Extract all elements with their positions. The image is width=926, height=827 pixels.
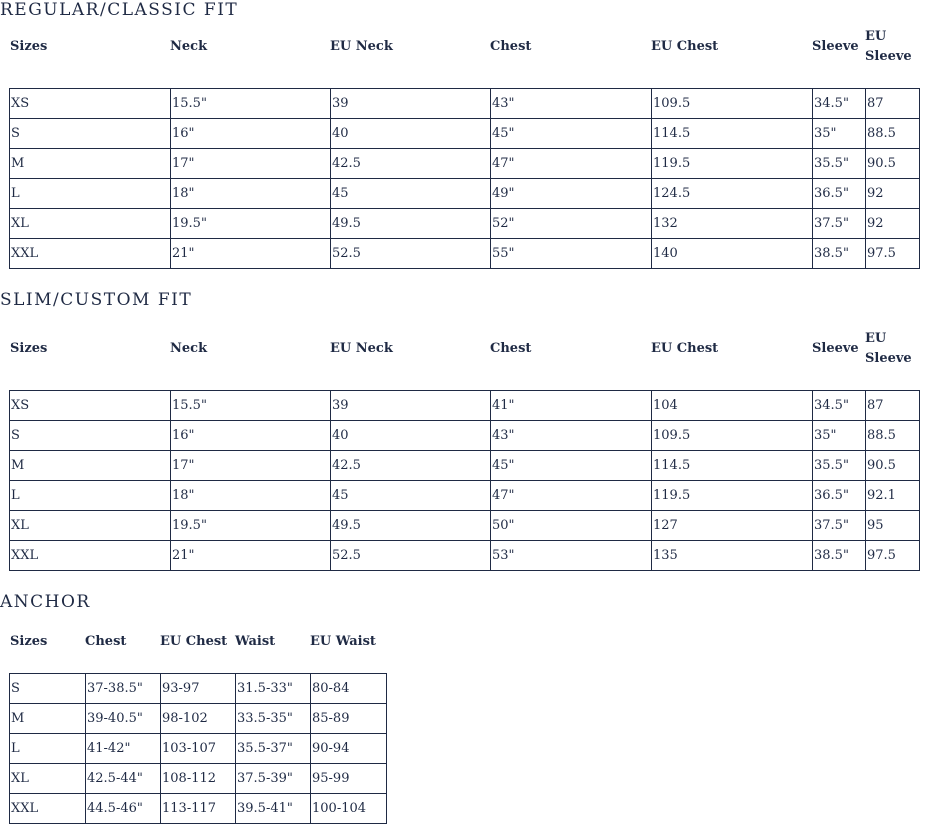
cell-neck: 15.5" xyxy=(171,391,331,421)
cell-size: XS xyxy=(10,89,171,119)
cell-size: XXL xyxy=(10,541,171,571)
header-sizes: Sizes xyxy=(10,634,48,649)
table-row xyxy=(10,511,920,541)
cell-eu-sleeve: 87 xyxy=(866,391,920,421)
cell-chest: 49" xyxy=(491,179,652,209)
cell-eu-chest: 109.5 xyxy=(652,89,813,119)
cell-size: XS xyxy=(10,391,171,421)
cell-size: S xyxy=(10,421,171,451)
cell-eu-neck: 52.5 xyxy=(331,239,491,269)
cell-eu-neck: 40 xyxy=(331,119,491,149)
anchor-table xyxy=(9,673,387,824)
table-row xyxy=(10,794,387,824)
cell-eu-sleeve: 90.5 xyxy=(866,149,920,179)
cell-eu-waist: 85-89 xyxy=(311,704,387,734)
header-chest: Chest xyxy=(490,341,532,356)
cell-chest: 43" xyxy=(491,89,652,119)
table-row xyxy=(10,179,920,209)
table-row xyxy=(10,391,920,421)
cell-eu-chest: 140 xyxy=(652,239,813,269)
cell-eu-chest: 124.5 xyxy=(652,179,813,209)
cell-eu-waist: 95-99 xyxy=(311,764,387,794)
cell-eu-chest: 119.5 xyxy=(652,481,813,511)
cell-eu-chest: 108-112 xyxy=(161,764,236,794)
cell-neck: 19.5" xyxy=(171,511,331,541)
cell-sleeve: 35.5" xyxy=(813,149,866,179)
cell-waist: 33.5-35" xyxy=(236,704,311,734)
header-sleeve: Sleeve xyxy=(812,39,859,54)
cell-neck: 18" xyxy=(171,179,331,209)
cell-sleeve: 37.5" xyxy=(813,209,866,239)
cell-size: M xyxy=(10,149,171,179)
header-sizes: Sizes xyxy=(10,39,48,54)
cell-chest: 41-42" xyxy=(86,734,161,764)
cell-size: XXL xyxy=(10,239,171,269)
cell-eu-sleeve: 97.5 xyxy=(866,541,920,571)
cell-neck: 16" xyxy=(171,119,331,149)
cell-waist: 37.5-39" xyxy=(236,764,311,794)
table-row xyxy=(10,481,920,511)
table-row xyxy=(10,451,920,481)
cell-eu-sleeve: 92 xyxy=(866,179,920,209)
header-eu-neck: EU Neck xyxy=(330,39,393,54)
cell-eu-chest: 132 xyxy=(652,209,813,239)
cell-eu-sleeve: 95 xyxy=(866,511,920,541)
cell-eu-neck: 42.5 xyxy=(331,451,491,481)
header-chest: Chest xyxy=(490,39,532,54)
cell-eu-waist: 100-104 xyxy=(311,794,387,824)
cell-neck: 18" xyxy=(171,481,331,511)
cell-eu-sleeve: 88.5 xyxy=(866,421,920,451)
table-row xyxy=(10,89,920,119)
cell-eu-chest: 119.5 xyxy=(652,149,813,179)
cell-eu-neck: 45 xyxy=(331,179,491,209)
cell-sleeve: 35" xyxy=(813,119,866,149)
table-row xyxy=(10,541,920,571)
cell-chest: 55" xyxy=(491,239,652,269)
cell-eu-chest: 114.5 xyxy=(652,119,813,149)
cell-neck: 17" xyxy=(171,451,331,481)
cell-chest: 47" xyxy=(491,149,652,179)
cell-eu-chest: 103-107 xyxy=(161,734,236,764)
cell-chest: 37-38.5" xyxy=(86,674,161,704)
cell-size: M xyxy=(10,704,86,734)
cell-eu-sleeve: 92.1 xyxy=(866,481,920,511)
cell-chest: 44.5-46" xyxy=(86,794,161,824)
cell-neck: 21" xyxy=(171,239,331,269)
cell-neck: 15.5" xyxy=(171,89,331,119)
header-eu-waist: EU Waist xyxy=(310,634,376,649)
cell-waist: 39.5-41" xyxy=(236,794,311,824)
header-eu-sleeve: EU Sleeve xyxy=(865,29,912,64)
regular-fit-title: REGULAR/CLASSIC FIT xyxy=(0,0,239,20)
header-neck: Neck xyxy=(170,341,208,356)
cell-waist: 31.5-33" xyxy=(236,674,311,704)
cell-eu-sleeve: 88.5 xyxy=(866,119,920,149)
cell-eu-neck: 39 xyxy=(331,391,491,421)
header-sleeve: Sleeve xyxy=(812,341,859,356)
header-eu-chest: EU Chest xyxy=(651,341,719,356)
table-row xyxy=(10,149,920,179)
table-row xyxy=(10,704,387,734)
anchor-title: ANCHOR xyxy=(0,592,91,612)
cell-eu-sleeve: 97.5 xyxy=(866,239,920,269)
cell-size: S xyxy=(10,119,171,149)
cell-sleeve: 36.5" xyxy=(813,179,866,209)
cell-size: XXL xyxy=(10,794,86,824)
regular-fit-table xyxy=(9,88,920,269)
cell-eu-chest: 113-117 xyxy=(161,794,236,824)
cell-eu-chest: 98-102 xyxy=(161,704,236,734)
cell-chest: 52" xyxy=(491,209,652,239)
cell-eu-neck: 49.5 xyxy=(331,209,491,239)
table-row xyxy=(10,239,920,269)
cell-sleeve: 35.5" xyxy=(813,451,866,481)
table-row xyxy=(10,421,920,451)
cell-chest: 43" xyxy=(491,421,652,451)
cell-chest: 39-40.5" xyxy=(86,704,161,734)
header-eu-chest: EU Chest xyxy=(160,634,228,649)
cell-size: XL xyxy=(10,511,171,541)
cell-chest: 53" xyxy=(491,541,652,571)
cell-sleeve: 38.5" xyxy=(813,541,866,571)
cell-chest: 45" xyxy=(491,119,652,149)
cell-sleeve: 34.5" xyxy=(813,89,866,119)
cell-eu-chest: 114.5 xyxy=(652,451,813,481)
header-waist: Waist xyxy=(235,634,276,649)
cell-sleeve: 34.5" xyxy=(813,391,866,421)
cell-eu-sleeve: 92 xyxy=(866,209,920,239)
cell-size: XL xyxy=(10,209,171,239)
table-row xyxy=(10,674,387,704)
cell-neck: 16" xyxy=(171,421,331,451)
cell-neck: 17" xyxy=(171,149,331,179)
cell-sleeve: 36.5" xyxy=(813,481,866,511)
cell-eu-neck: 45 xyxy=(331,481,491,511)
cell-eu-neck: 49.5 xyxy=(331,511,491,541)
cell-size: XL xyxy=(10,764,86,794)
cell-sleeve: 38.5" xyxy=(813,239,866,269)
header-neck: Neck xyxy=(170,39,208,54)
header-eu-sleeve: EU Sleeve xyxy=(865,331,912,366)
cell-size: L xyxy=(10,481,171,511)
table-row xyxy=(10,734,387,764)
header-sizes: Sizes xyxy=(10,341,48,356)
header-eu-chest: EU Chest xyxy=(651,39,719,54)
cell-size: M xyxy=(10,451,171,481)
slim-fit-title: SLIM/CUSTOM FIT xyxy=(0,290,193,310)
cell-size: L xyxy=(10,734,86,764)
cell-chest: 42.5-44" xyxy=(86,764,161,794)
cell-size: L xyxy=(10,179,171,209)
cell-chest: 50" xyxy=(491,511,652,541)
cell-chest: 47" xyxy=(491,481,652,511)
cell-sleeve: 35" xyxy=(813,421,866,451)
cell-eu-chest: 135 xyxy=(652,541,813,571)
cell-eu-neck: 42.5 xyxy=(331,149,491,179)
cell-eu-chest: 109.5 xyxy=(652,421,813,451)
cell-eu-sleeve: 90.5 xyxy=(866,451,920,481)
cell-eu-chest: 93-97 xyxy=(161,674,236,704)
cell-neck: 21" xyxy=(171,541,331,571)
cell-size: S xyxy=(10,674,86,704)
slim-fit-table xyxy=(9,390,920,571)
cell-eu-neck: 52.5 xyxy=(331,541,491,571)
cell-waist: 35.5-37" xyxy=(236,734,311,764)
cell-neck: 19.5" xyxy=(171,209,331,239)
cell-chest: 41" xyxy=(491,391,652,421)
cell-eu-chest: 104 xyxy=(652,391,813,421)
table-row xyxy=(10,119,920,149)
cell-sleeve: 37.5" xyxy=(813,511,866,541)
table-row xyxy=(10,209,920,239)
cell-eu-neck: 39 xyxy=(331,89,491,119)
cell-eu-waist: 90-94 xyxy=(311,734,387,764)
cell-eu-chest: 127 xyxy=(652,511,813,541)
header-chest: Chest xyxy=(85,634,127,649)
cell-eu-neck: 40 xyxy=(331,421,491,451)
cell-chest: 45" xyxy=(491,451,652,481)
cell-eu-sleeve: 87 xyxy=(866,89,920,119)
table-row xyxy=(10,764,387,794)
header-eu-neck: EU Neck xyxy=(330,341,393,356)
cell-eu-waist: 80-84 xyxy=(311,674,387,704)
